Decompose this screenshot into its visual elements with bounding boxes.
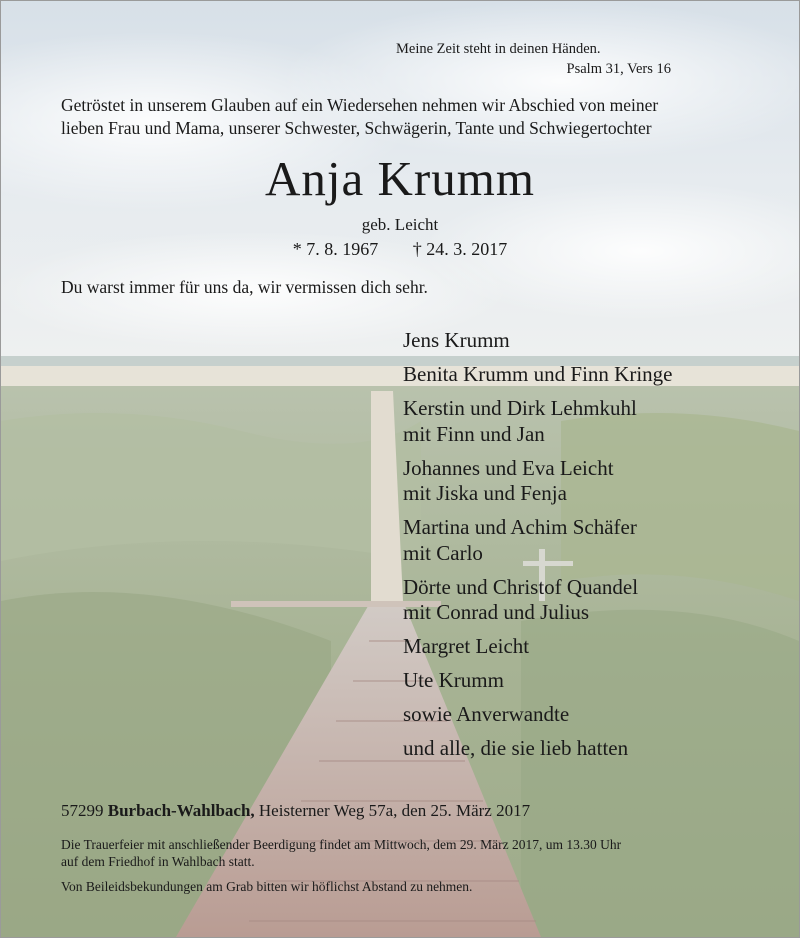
mourner-entry bbox=[403, 456, 793, 507]
mourner-line: Johannes und Eva Leicht bbox=[403, 455, 614, 480]
mourner-entry bbox=[403, 328, 793, 354]
street-and-date: Heisterner Weg 57a, den 25. März 2017 bbox=[258, 801, 531, 820]
funeral-info-line-2: auf dem Friedhof in Wahlbach statt. bbox=[61, 854, 255, 869]
life-dates bbox=[1, 237, 799, 261]
mourner-entry bbox=[403, 702, 793, 728]
mourner-line: Margret Leicht bbox=[403, 634, 530, 658]
mourner-entry bbox=[403, 515, 793, 566]
mourner-entry bbox=[403, 396, 793, 447]
birth-date: * 7. 8. 1967 bbox=[292, 239, 379, 259]
mourner-line: Kerstin und Dirk Lehmkuhl bbox=[403, 396, 637, 420]
farewell-line: Du warst immer für uns da, wir vermissen dich sehr. bbox=[61, 277, 428, 297]
mourner-line: mit Finn und Jan bbox=[403, 421, 545, 446]
intro-line-2: lieben Frau und Mama, unserer Schwester, Schwägerin, Tante und Schwiegertochter bbox=[61, 118, 652, 138]
address-line bbox=[61, 800, 761, 822]
funeral-info-line-1: Die Trauerfeier mit anschließender Beerdigung findet am Mittwoch, dem 29. März 2017, um 13.30 Uhr bbox=[61, 837, 622, 852]
notice-text bbox=[1, 1, 799, 937]
condolence-request: Von Beileidsbekundungen am Grab bitten wir höflichst Abstand zu nehmen. bbox=[61, 879, 473, 894]
birth-name: geb. Leicht bbox=[361, 215, 439, 234]
verse-text: Meine Zeit steht in deinen Händen. bbox=[396, 41, 601, 57]
town: Burbach-Wahlbach, bbox=[107, 801, 255, 820]
mourner-line: mit Jiska und Fenja bbox=[403, 481, 567, 505]
intro-line-1: Getröstet in unserem Glauben auf ein Wiedersehen nehmen wir Abschied von meiner bbox=[61, 95, 659, 115]
mourner-line: Dörte und Christof Quandel bbox=[403, 574, 639, 599]
deceased-name: Anja Krumm bbox=[265, 151, 535, 206]
mourner-entry bbox=[403, 362, 793, 388]
bible-verse bbox=[371, 39, 671, 79]
mourner-line: Ute Krumm bbox=[403, 668, 504, 692]
mourner-line: Jens Krumm bbox=[403, 328, 510, 352]
mourner-entry bbox=[403, 634, 793, 660]
postal-code: 57299 bbox=[61, 801, 104, 820]
mourner-line: und alle, die sie lieb hatten bbox=[403, 736, 629, 760]
intro-text bbox=[61, 94, 761, 140]
mourner-entry bbox=[403, 736, 793, 762]
mourner-entry bbox=[403, 668, 793, 694]
mourner-line: Martina und Achim Schäfer bbox=[403, 515, 637, 539]
mourner-line: Benita Krumm und Finn Kringe bbox=[403, 362, 673, 386]
mourner-line: mit Carlo bbox=[403, 540, 483, 565]
funeral-info bbox=[61, 836, 761, 870]
mourner-line: mit Conrad und Julius bbox=[403, 600, 590, 624]
mourner-list bbox=[403, 328, 793, 770]
verse-source: Psalm 31, Vers 16 bbox=[566, 61, 671, 77]
mourner-line: sowie Anverwandte bbox=[403, 702, 570, 726]
mourner-entry bbox=[403, 575, 793, 626]
death-date: † 24. 3. 2017 bbox=[412, 239, 508, 259]
